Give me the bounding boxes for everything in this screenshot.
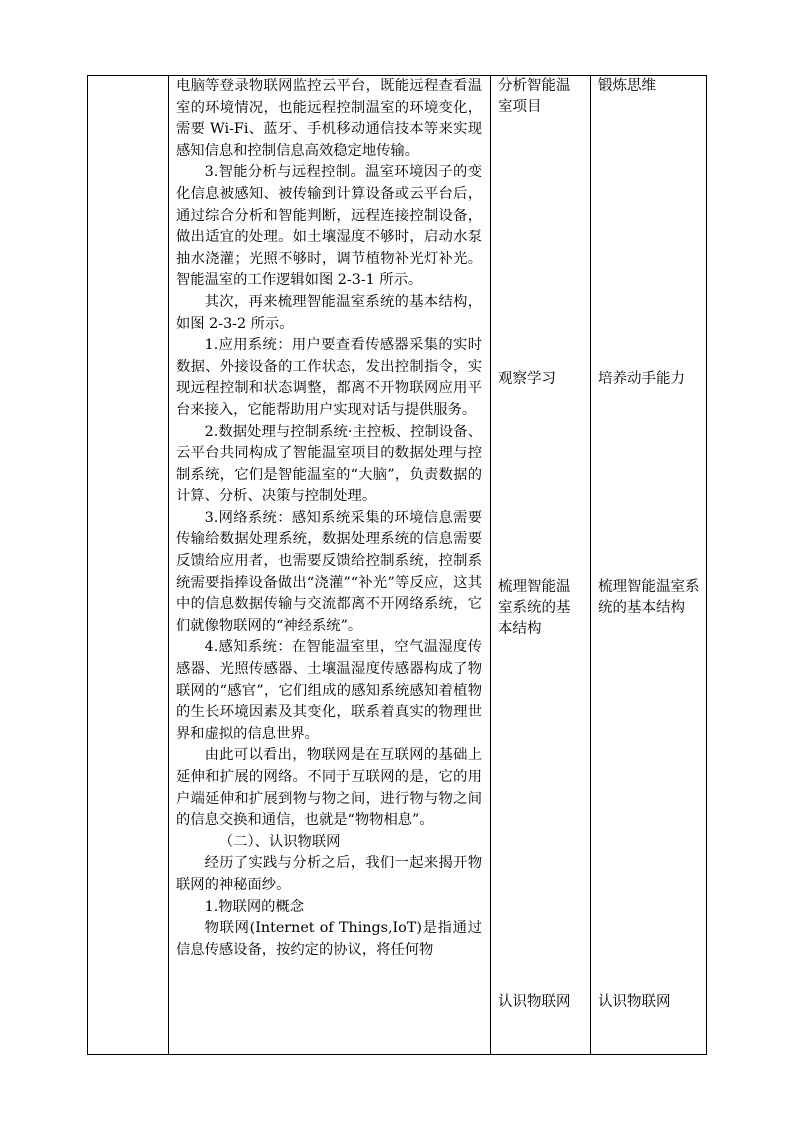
teaching-content-cell [176,76,482,961]
content-paragraph: 经历了实践与分析之后，我们一起来揭开物联网的神秘面纱。 [176,855,482,893]
content-paragraph: 1.物联网的概念 [204,898,305,915]
lesson-plan-table [87,75,707,1055]
design-intent-2: 培养动手能力 [598,371,685,387]
column-divider-1 [168,76,169,1054]
student-activity-1: 分析智能温室项目 [498,78,571,115]
design-intent-4: 认识物联网 [598,994,671,1010]
column-divider-2 [490,76,491,1054]
content-paragraph: 2.数据处理与控制系统·主控板、控制设备、云平台共同构成了智能温室项目的数据处理与控制系统，它们是智能温室的“大脑”，负责数据的计算、分析、决策与控制处理。 [176,423,482,505]
student-activity-2: 观察学习 [498,371,556,387]
content-paragraph: 1.应用系统：用户要查看传感器采集的实时数据、外接设备的工作状态，发出控制指令，实现远程控制和状态调整，都离不开物联网应用平台来接入，它能帮助用户实现对话与提供服务。 [176,337,482,418]
section-heading: （二）、认识物联网 [218,833,341,850]
content-paragraph: 物联网(Internet of Things,IoT)是指通过信息传感设备，按约定的协议，将任何物 [176,920,482,958]
student-activity-4: 认识物联网 [498,994,571,1010]
column-divider-3 [590,76,591,1054]
content-paragraph: 电脑等登录物联网监控云平台，既能远程查看温室的环境情况，也能远程控制温室的环境变化，需要 Wi-Fi、蓝牙、手机移动通信技本等来实现感知信息和控制信息高效稳定地传输。 [176,78,482,159]
student-activity-3: 梳理智能温室系统的基本结构 [498,579,571,637]
content-paragraph: 3.智能分析与远程控制。温室环境因子的变化信息被感知、被传输到计算设备或云平台后，通过综合分析和智能判断，远程连接控制设备，做出适宜的处理。如土壤湿度不够时，启动水泵抽水浇灌；光照不够时，调节植物补光灯补光。智能温室的工作逻辑如图 2-3-1 所示。 [176,164,482,289]
design-intent-1: 锻炼思维 [598,78,656,94]
content-paragraph: 由此可以看出，物联网是在互联网的基础上延伸和扩展的网络。不同于互联网的是，它的用户端延伸和扩展到物与物之间，进行物与物之间的信息交换和通信，也就是“物物相息”。 [176,747,482,829]
content-paragraph: 3.网络系统：感知系统采集的环境信息需要传输给数据处理系统，数据处理系统的信息需要反馈给应用者，也需要反馈给控制系统，控制系统需要指捧设备做出“浇灌”“补光”等反应，这其中的信息数据传输与交流都离不开网络系统，它们就像物联网的“神经系统”。 [176,509,482,634]
content-paragraph: 其次，再来梳理智能温室系统的基本结构，如图 2-3-2 所示。 [176,293,482,332]
design-intent-3: 梳理智能温室系统的基本结构 [598,579,700,616]
content-paragraph: 4.感知系统：在智能温室里，空气温湿度传感器、光照传感器、土壤温湿度传感器构成了物联网的“感官”，它们组成的感知系统感知着植物的生长环境因素及其变化，联系着真实的物理世界和虚拟的信息世界。 [176,639,482,742]
